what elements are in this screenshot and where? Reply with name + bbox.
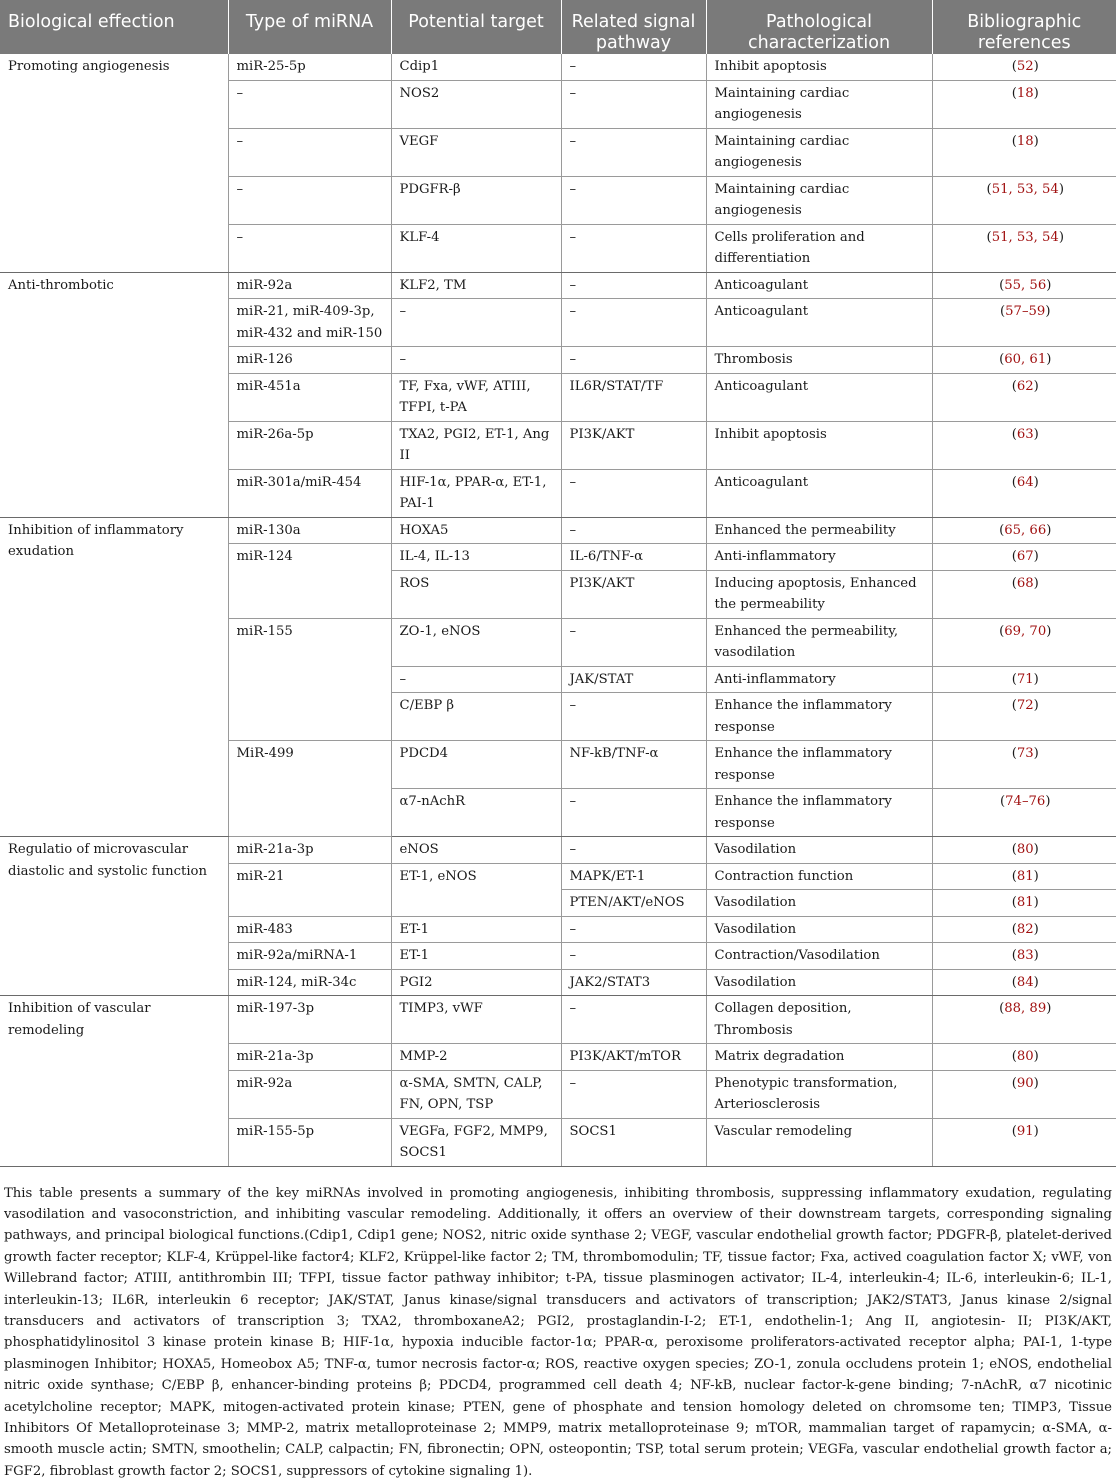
target-cell: Cdip1 [391,54,561,80]
reference-cell: (69, 70) [932,618,1116,666]
pathology-cell: Anticoagulant [706,469,932,517]
reference-link[interactable]: 18 [1017,134,1034,149]
mirna-cell: miR-197-3p [228,996,391,1044]
table-footnote: This table presents a summary of the key miRNAs involved in promoting angiogenesis, inhibiting thrombosis, suppressing inflammatory exudation, regulating vasodilation and vasoconstriction, and inhibiting vascular remodeling. Additionally, it offers an overview of their downstream targets, corresponding signaling pathways, and principal biological functions.(Cdip1, Cdip1 gene; NOS2, nitric oxide synthase 2; VEGF, vascular endothelial growth factor; PDGFR-β, platelet-derived growth facter receptor; KLF-4, Krüppel-like factor4; KLF2, Krüppel-like factor 2; TM, thrombomodulin; TF, tissue factor; Fxa, actived coagulation factor X; vWF, von Willebrand factor; ATIII, antithrombin III; TFPI, tissue factor pathway inhibitor; t-PA, tissue plasminogen activator; IL-4, interleukin-4; IL-6, interleukin-6; IL-1, interleukin-13; IL6R, interleukin 6 receptor; JAK/STAT, Janus kinase/signal transducers and activators of transcription; JAK2/STAT3, Janus kinase 2/signal transducers and activators of transcription 3; TXA2, thromboxaneA2; PGI2, prostaglandin-I-2; ET-1, endothelin-1; Ang II, angiotesin- II; PI3K/AKT, phosphatidylinositol 3 kinase protein kinase B; HIF-1α, hypoxia inducible factor-1α; PPAR-α, peroxisome proliferators-activated receptor alpha; PAI-1, 1-type plasminogen Inhibitor; HOXA5, Homeobox A5; TNF-α, tumor necrosis factor-α; ROS, reactive oxygen species; ZO-1, zonula occludens protein 1; eNOS, endothelial nitric oxide synthase; C/EBP β, enhancer-binding proteins β; PDCD4, programmed cell death 4; NF-kB, nuclear factor-k-gene binding; 7-nAchR, α7 nicotinic acetylcholine receptor; MAPK, mitogen-activated protein kinase; PTEN, gene of phosphate and tension homology deleted on chromsome ten; TIMP3, Tissue Inhibitors Of Metalloproteinase 3; MMP-2, matrix metalloproteinase 2; MMP9, matrix metalloproteinase 9; mTOR, mammalian target of rapamycin; α-SMA, α-smooth muscle actin; SMTN, smoothelin; CALP, calpactin; FN, fibronectin; OPN, osteopontin; TSP, total serum protein; VEGFa, vascular endothelial growth factor a; FGF2, fibroblast growth factor 2; SOCS1, suppressors of cytokine signaling 1). [0,1167,1116,1482]
target-cell: TIMP3, vWF [391,996,561,1044]
reference-cell: (68) [932,570,1116,618]
reference-link[interactable]: 73 [1017,746,1034,761]
target-cell: ET-1 [391,943,561,970]
mirna-cell: miR-25-5p [228,54,391,80]
mirna-cell: – [228,176,391,224]
mirna-cell: miR-155 [228,618,391,741]
pathology-cell: Vasodilation [706,890,932,917]
mirna-cell: miR-130a [228,517,391,544]
pathway-cell: PI3K/AKT [561,570,706,618]
target-cell: eNOS [391,837,561,864]
pathway-cell: IL-6/TNF-α [561,544,706,571]
reference-link[interactable]: 82 [1017,922,1034,937]
table-body [0,54,1116,1166]
mirna-cell: miR-21a-3p [228,1044,391,1071]
pathway-cell: – [561,517,706,544]
table-row [0,54,1116,80]
reference-cell: (57–59) [932,299,1116,347]
target-cell: VEGFa, FGF2, MMP9, SOCS1 [391,1118,561,1166]
reference-cell: (18) [932,128,1116,176]
reference-link[interactable]: 51, 53, 54 [992,182,1059,197]
pathway-cell: IL6R/STAT/TF [561,373,706,421]
pathway-cell: – [561,1070,706,1118]
biological-effection-cell: Regulatio of microvascular diastolic and systolic function [0,837,228,996]
reference-link[interactable]: 68 [1017,576,1034,591]
target-cell: VEGF [391,128,561,176]
reference-cell: (83) [932,943,1116,970]
reference-link[interactable]: 63 [1017,427,1034,442]
reference-link[interactable]: 71 [1017,672,1034,687]
target-cell: HIF-1α, PPAR-α, ET-1, PAI-1 [391,469,561,517]
reference-link[interactable]: 80 [1017,1049,1034,1064]
target-cell: TXA2, PGI2, ET-1, Ang II [391,421,561,469]
mirna-cell: miR-92a [228,272,391,299]
pathology-cell: Inhibit apoptosis [706,421,932,469]
reference-cell: (80) [932,1044,1116,1071]
target-cell: – [391,299,561,347]
mirna-cell: – [228,128,391,176]
target-cell: PDGFR-β [391,176,561,224]
pathway-cell: – [561,996,706,1044]
reference-link[interactable]: 55, 56 [1004,278,1046,293]
reference-link[interactable]: 84 [1017,975,1034,990]
mirna-cell: – [228,80,391,128]
reference-link[interactable]: 90 [1017,1076,1034,1091]
target-cell: α-SMA, SMTN, CALP, FN, OPN, TSP [391,1070,561,1118]
pathway-cell: JAK/STAT [561,666,706,693]
reference-link[interactable]: 64 [1017,475,1034,490]
target-cell: – [391,347,561,374]
pathology-cell: Enhance the inflammatory response [706,789,932,837]
reference-link[interactable]: 91 [1017,1124,1034,1139]
pathology-cell: Enhance the inflammatory response [706,693,932,741]
reference-link[interactable]: 69, 70 [1004,624,1046,639]
reference-cell: (84) [932,969,1116,996]
mirna-cell: miR-92a [228,1070,391,1118]
pathology-cell: Thrombosis [706,347,932,374]
reference-link[interactable]: 60, 61 [1004,352,1046,367]
reference-cell: (64) [932,469,1116,517]
mirna-cell: miR-21 [228,863,391,916]
pathway-cell: – [561,224,706,272]
reference-link[interactable]: 72 [1017,698,1034,713]
mirna-cell: miR-483 [228,916,391,943]
reference-cell: (51, 53, 54) [932,176,1116,224]
target-cell: ET-1 [391,916,561,943]
reference-cell: (52) [932,54,1116,80]
target-cell: ZO-1, eNOS [391,618,561,666]
table-row [0,837,1116,864]
target-cell: IL-4, IL-13 [391,544,561,571]
mirna-cell: miR-26a-5p [228,421,391,469]
pathology-cell: Phenotypic transformation, Arteriosclerosis [706,1070,932,1118]
pathway-cell: NF-kB/TNF-α [561,741,706,789]
table-row [0,272,1116,299]
reference-cell: (63) [932,421,1116,469]
pathway-cell: – [561,916,706,943]
table-row [0,996,1116,1044]
pathway-cell: MAPK/ET-1 [561,863,706,890]
target-cell: TF, Fxa, vWF, ATIII, TFPI, t-PA [391,373,561,421]
pathology-cell: Enhanced the permeability [706,517,932,544]
pathology-cell: Enhanced the permeability, vasodilation [706,618,932,666]
target-cell: MMP-2 [391,1044,561,1071]
reference-cell: (60, 61) [932,347,1116,374]
mirna-cell: – [228,224,391,272]
pathology-cell: Anticoagulant [706,373,932,421]
pathway-cell: PTEN/AKT/eNOS [561,890,706,917]
pathology-cell: Anti-inflammatory [706,544,932,571]
reference-cell: (88, 89) [932,996,1116,1044]
mirna-cell: miR-451a [228,373,391,421]
pathology-cell: Collagen deposition, Thrombosis [706,996,932,1044]
pathology-cell: Vasodilation [706,969,932,996]
pathology-cell: Enhance the inflammatory response [706,741,932,789]
pathway-cell: – [561,272,706,299]
reference-link[interactable]: 81 [1017,869,1034,884]
pathway-cell: – [561,128,706,176]
pathology-cell: Matrix degradation [706,1044,932,1071]
biological-effection-cell: Inhibition of vascular remodeling [0,996,228,1167]
reference-cell: (62) [932,373,1116,421]
mirna-cell: miR-21, miR-409-3p, miR-432 and miR-150 [228,299,391,347]
pathology-cell: Anticoagulant [706,272,932,299]
pathway-cell: – [561,54,706,80]
target-cell: PDCD4 [391,741,561,789]
pathology-cell: Vasodilation [706,837,932,864]
header-row [0,0,1116,54]
reference-cell: (67) [932,544,1116,571]
reference-cell: (55, 56) [932,272,1116,299]
target-cell: HOXA5 [391,517,561,544]
reference-link[interactable]: 57–59 [1005,304,1045,319]
target-cell: KLF2, TM [391,272,561,299]
reference-cell: (73) [932,741,1116,789]
reference-link[interactable]: 88, 89 [1004,1001,1046,1016]
pathway-cell: SOCS1 [561,1118,706,1166]
pathway-cell: PI3K/AKT [561,421,706,469]
reference-cell: (72) [932,693,1116,741]
mirna-cell: miR-126 [228,347,391,374]
pathology-cell: Cells proliferation and differentiation [706,224,932,272]
reference-cell: (80) [932,837,1116,864]
mirna-cell: miR-155-5p [228,1118,391,1166]
reference-cell: (81) [932,890,1116,917]
reference-link[interactable]: 18 [1017,86,1034,101]
col-type-of-mirna: Type of miRNA [228,0,391,54]
table-row [0,517,1116,544]
mirna-cell: miR-124 [228,544,391,619]
pathology-cell: Inhibit apoptosis [706,54,932,80]
pathology-cell: Vasodilation [706,916,932,943]
mirna-cell: miR-92a/miRNA-1 [228,943,391,970]
reference-link[interactable]: 52 [1017,59,1034,74]
reference-cell: (91) [932,1118,1116,1166]
col-bibliographic-references: Bibliographic references [932,0,1116,54]
target-cell: ROS [391,570,561,618]
reference-cell: (51, 53, 54) [932,224,1116,272]
target-cell: KLF-4 [391,224,561,272]
biological-effection-cell: Inhibition of inflammatory exudation [0,517,228,837]
reference-link[interactable]: 67 [1017,549,1034,564]
pathway-cell: PI3K/AKT/mTOR [561,1044,706,1071]
reference-cell: (18) [932,80,1116,128]
mirna-cell: miR-301a/miR-454 [228,469,391,517]
pathology-cell: Maintaining cardiac angiogenesis [706,176,932,224]
mirna-cell: MiR-499 [228,741,391,837]
pathway-cell: – [561,837,706,864]
reference-cell: (74–76) [932,789,1116,837]
reference-link[interactable]: 74–76 [1005,794,1045,809]
reference-cell: (81) [932,863,1116,890]
target-cell: PGI2 [391,969,561,996]
pathology-cell: Vascular remodeling [706,1118,932,1166]
biological-effection-cell: Promoting angiogenesis [0,54,228,272]
target-cell: ET-1, eNOS [391,863,561,916]
target-cell: C/EBP β [391,693,561,741]
reference-link[interactable]: 51, 53, 54 [992,230,1059,245]
pathology-cell: Maintaining cardiac angiogenesis [706,128,932,176]
col-related-signal-pathway: Related signal pathway [561,0,706,54]
mirna-cell: miR-21a-3p [228,837,391,864]
pathology-cell: Contraction function [706,863,932,890]
target-cell: NOS2 [391,80,561,128]
pathway-cell: – [561,299,706,347]
target-cell: α7-nAchR [391,789,561,837]
col-potential-target: Potential target [391,0,561,54]
pathology-cell: Maintaining cardiac angiogenesis [706,80,932,128]
pathway-cell: – [561,693,706,741]
reference-cell: (90) [932,1070,1116,1118]
reference-link[interactable]: 81 [1017,895,1034,910]
pathology-cell: Inducing apoptosis, Enhanced the permeability [706,570,932,618]
pathway-cell: – [561,347,706,374]
pathway-cell: – [561,80,706,128]
reference-link[interactable]: 65, 66 [1004,523,1046,538]
reference-link[interactable]: 62 [1017,379,1034,394]
reference-cell: (71) [932,666,1116,693]
reference-link[interactable]: 80 [1017,842,1034,857]
pathway-cell: JAK2/STAT3 [561,969,706,996]
reference-cell: (65, 66) [932,517,1116,544]
pathway-cell: – [561,789,706,837]
col-biological-effection: Biological effection [0,0,228,54]
reference-link[interactable]: 83 [1017,948,1034,963]
col-pathological-characterization: Pathological characterization [706,0,932,54]
mirna-cell: miR-124, miR-34c [228,969,391,996]
biological-effection-cell: Anti-thrombotic [0,272,228,517]
target-cell: – [391,666,561,693]
pathway-cell: – [561,176,706,224]
pathology-cell: Anticoagulant [706,299,932,347]
pathology-cell: Contraction/Vasodilation [706,943,932,970]
pathway-cell: – [561,618,706,666]
reference-cell: (82) [932,916,1116,943]
pathology-cell: Anti-inflammatory [706,666,932,693]
pathway-cell: – [561,943,706,970]
pathway-cell: – [561,469,706,517]
